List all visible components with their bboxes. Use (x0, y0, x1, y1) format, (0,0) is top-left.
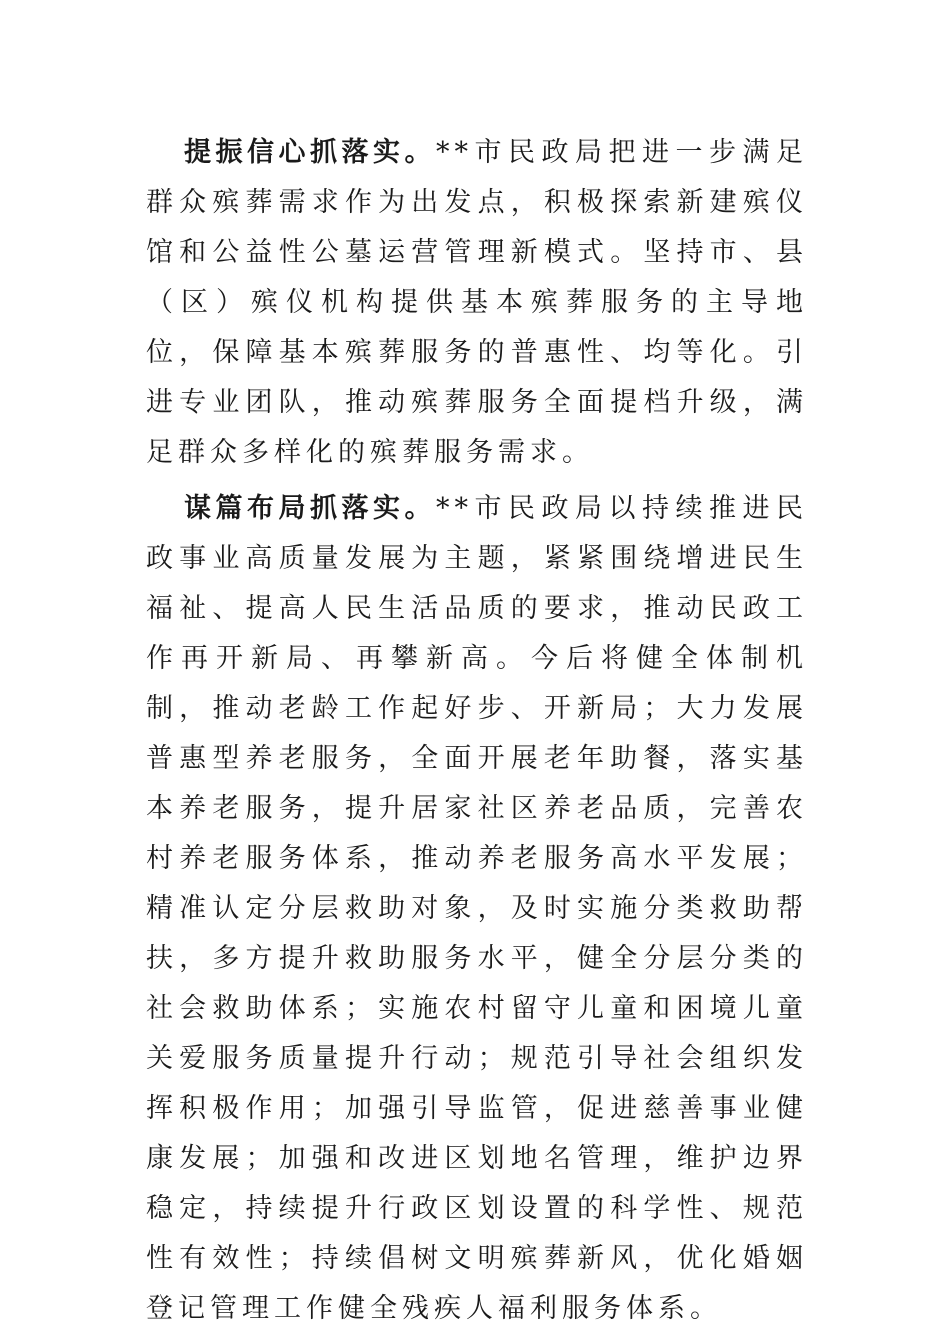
paragraph-heading: 提振信心抓落实。 (184, 137, 436, 168)
paragraph-heading: 谋篇布局抓落实。 (184, 493, 436, 524)
paragraph-planning (146, 484, 808, 1334)
paragraph-text: **市民政局以持续推进民政事业高质量发展为主题，紧紧围绕增进民生福祉、提高人民生活品质的要求，推动民政工作再开新局、再攀新高。今后将健全体制机制，推动老龄工作起好步、开新局；大力发展普惠型养老服务，全面开展老年助餐，落实基本养老服务，提升居家社区养老品质，完善农村养老服务体系，推动养老服务高水平发展；精准认定分层救助对象，及时实施分类救助帮扶，多方提升救助服务水平，健全分层分类的社会救助体系；实施农村留守儿童和困境儿童关爱服务质量提升行动；规范引导社会组织发挥积极作用；加强引导监管，促进慈善事业健康发展；加强和改进区划地名管理，维护边界稳定，持续提升行政区划设置的科学性、规范性有效性；持续倡树文明殡葬新风，优化婚姻登记管理工作健全残疾人福利服务体系。 (146, 493, 808, 1324)
paragraph-confidence (146, 128, 808, 478)
paragraph-text: **市民政局把进一步满足群众殡葬需求作为出发点，积极探索新建殡仪馆和公益性公墓运营管理新模式。坚持市、县（区）殡仪机构提供基本殡葬服务的主导地位，保障基本殡葬服务的普惠性、均等化。引进专业团队，推动殡葬服务全面提档升级，满足群众多样化的殡葬服务需求。 (146, 137, 808, 468)
document-body (146, 128, 808, 1340)
